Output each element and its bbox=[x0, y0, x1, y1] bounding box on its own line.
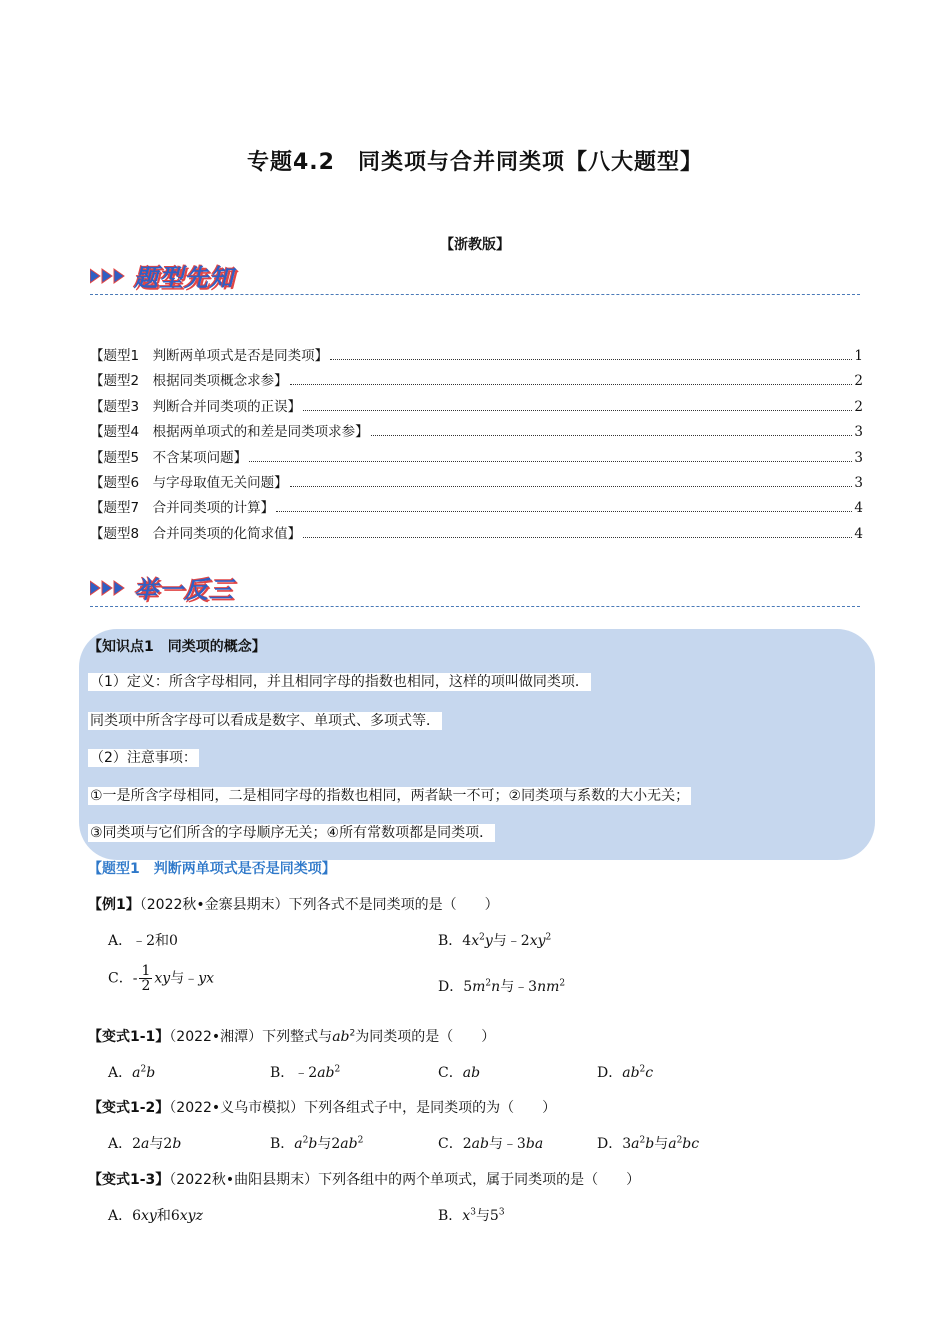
option-text: B．﹣2 bbox=[270, 1065, 318, 1081]
divider bbox=[90, 606, 860, 607]
option-text: 与2 bbox=[317, 1136, 341, 1152]
knowledge-line bbox=[88, 822, 495, 842]
option-text: 与2 bbox=[149, 1136, 173, 1152]
fraction bbox=[139, 964, 152, 993]
option-text: A．2 bbox=[108, 1136, 142, 1152]
knowledge-heading: 【知识点1 同类项的概念】 bbox=[88, 639, 266, 655]
question-variant-1-1: 【变式1-1】（2022•湘潭）下列整式与$ab^2$为同类项的是（ ） bbox=[88, 1028, 496, 1045]
option-d[interactable]: D．$5m^2n$与$﹣3nm^2$ bbox=[438, 978, 566, 995]
question-tag: 【变式1-3】 bbox=[88, 1172, 170, 1188]
option-text: 与﹣2 bbox=[492, 933, 530, 949]
option-a[interactable]: A．$a^2b$ bbox=[108, 1064, 156, 1081]
option-text: B． bbox=[270, 1136, 295, 1152]
triple-arrow-icon bbox=[90, 266, 134, 286]
question-text: （2022•义乌市模拟）下列各组式子中，是同类项的为（ ） bbox=[169, 1100, 557, 1116]
knowledge-line bbox=[88, 710, 442, 730]
question-variant-1-2 bbox=[88, 1097, 556, 1117]
option-text: C． bbox=[438, 1065, 463, 1081]
toc-label: 【题型8 合并同类项的化简求值】 bbox=[90, 525, 302, 542]
fraction-numerator: 1 bbox=[141, 963, 151, 979]
page-title: 专题4.2 同类项与合并同类项【八大题型】 bbox=[247, 150, 703, 175]
topic-header: 【题型1 判断两单项式是否是同类项】 bbox=[88, 861, 336, 877]
question-tag: 【变式1-1】 bbox=[88, 1029, 170, 1045]
option-d[interactable]: D．$3a^2b$与$a^2bc$ bbox=[597, 1135, 700, 1152]
section-banner-overview bbox=[90, 258, 390, 294]
question-variant-1-3 bbox=[88, 1169, 640, 1189]
toc-leader bbox=[276, 511, 852, 512]
knowledge-line bbox=[88, 747, 199, 767]
toc-page: 3 bbox=[854, 474, 863, 491]
option-c[interactable]: C．- $\frac{1}{2}$ xy与﹣yx bbox=[108, 963, 214, 994]
option-c[interactable]: C．ab bbox=[438, 1065, 481, 1081]
toc-label: 【题型7 合并同类项的计算】 bbox=[90, 500, 275, 517]
toc-item[interactable] bbox=[90, 369, 863, 394]
option-text: D．3 bbox=[597, 1136, 632, 1152]
option-b[interactable]: B．$x^3$与$5^3$ bbox=[438, 1207, 505, 1224]
option-text: D．5 bbox=[438, 979, 473, 995]
knowledge-text: ③同类项与它们所含的字母顺序无关；④所有常数项都是同类项． bbox=[90, 825, 494, 841]
banner-title: 举一反三 bbox=[134, 576, 234, 604]
toc-page: 3 bbox=[854, 449, 863, 466]
option-text: B．4 bbox=[438, 933, 472, 949]
toc-label: 【题型2 根据同类项概念求参】 bbox=[90, 373, 288, 390]
knowledge-text: （1）定义：所含字母相同，并且相同字母的指数也相同，这样的项叫做同类项． bbox=[90, 674, 589, 690]
knowledge-line bbox=[88, 785, 691, 805]
toc-page: 4 bbox=[854, 525, 863, 542]
toc-leader bbox=[249, 461, 852, 462]
toc-leader bbox=[290, 486, 853, 487]
knowledge-text: 同类项中所含字母可以看成是数字、单项式、多项式等． bbox=[90, 713, 440, 729]
question-text: （2022•湘潭）下列整式与 bbox=[169, 1029, 333, 1045]
toc-leader bbox=[303, 410, 852, 411]
question-tag: 【例1】 bbox=[88, 897, 140, 913]
triple-arrow-icon bbox=[90, 578, 134, 598]
fraction-denominator: 2 bbox=[141, 978, 151, 994]
option-a[interactable]: A．6xy和6xyz bbox=[108, 1208, 203, 1224]
divider bbox=[90, 294, 860, 295]
toc-item[interactable] bbox=[90, 395, 863, 420]
question-text: （2022秋•曲阳县期末）下列各组中的两个单项式，属于同类项的是（ ） bbox=[169, 1172, 641, 1188]
question-text: （2022秋•金寨县期末）下列各式不是同类项的是（ ） bbox=[139, 897, 499, 913]
toc-item[interactable] bbox=[90, 496, 863, 521]
toc-leader bbox=[290, 384, 853, 385]
toc-leader bbox=[303, 537, 852, 538]
table-of-contents bbox=[90, 344, 863, 547]
option-text: C．- bbox=[108, 970, 138, 987]
knowledge-text: ①一是所含字母相同，二是相同字母的指数也相同，两者缺一不可；②同类项与系数的大小无关； bbox=[90, 788, 690, 804]
toc-leader bbox=[371, 435, 853, 436]
option-text: B． bbox=[438, 1208, 463, 1224]
toc-item[interactable] bbox=[90, 522, 863, 547]
knowledge-line bbox=[88, 671, 591, 691]
toc-page: 1 bbox=[854, 348, 863, 364]
option-text: D． bbox=[597, 1065, 623, 1081]
toc-label: 【题型6 与字母取值无关问题】 bbox=[90, 474, 288, 491]
knowledge-text: （2）注意事项： bbox=[90, 750, 197, 766]
section-banner-practice bbox=[90, 570, 390, 606]
toc-item[interactable] bbox=[90, 344, 863, 369]
toc-label: 【题型1 判断两单项式是否是同类项】 bbox=[90, 348, 329, 364]
option-text: A． bbox=[108, 1065, 133, 1081]
toc-page: 2 bbox=[854, 398, 863, 415]
option-text: 和6 bbox=[156, 1208, 180, 1224]
option-c[interactable]: C．2ab与﹣3ba bbox=[438, 1136, 544, 1152]
toc-page: 3 bbox=[854, 424, 863, 441]
question-text: 为同类项的是（ ） bbox=[355, 1029, 496, 1045]
toc-label: 【题型3 判断合并同类项的正误】 bbox=[90, 398, 302, 415]
banner-title: 题型先知 bbox=[134, 264, 234, 292]
option-text: 与﹣ bbox=[170, 970, 199, 987]
option-text: 与5 bbox=[475, 1208, 499, 1224]
toc-label: 【题型5 不含某项问题】 bbox=[90, 449, 248, 466]
option-text: 与﹣3 bbox=[488, 1136, 526, 1152]
question-example-1 bbox=[88, 894, 499, 914]
toc-leader bbox=[330, 359, 852, 360]
toc-label: 【题型4 根据两单项式的和差是同类项求参】 bbox=[90, 424, 369, 441]
toc-item[interactable] bbox=[90, 446, 863, 471]
question-tag: 【变式1-2】 bbox=[88, 1100, 170, 1116]
option-b[interactable]: B．$﹣2ab^2$ bbox=[270, 1064, 341, 1081]
option-text: 与 bbox=[654, 1136, 669, 1152]
toc-item[interactable] bbox=[90, 471, 863, 496]
toc-item[interactable] bbox=[90, 420, 863, 445]
option-text: A．6 bbox=[108, 1208, 142, 1224]
option-b[interactable]: B．$a^2b$与$2ab^2$ bbox=[270, 1135, 364, 1152]
toc-page: 2 bbox=[854, 373, 863, 390]
option-d[interactable]: D．$ab^2c$ bbox=[597, 1064, 654, 1081]
option-text: C．2 bbox=[438, 1136, 472, 1152]
option-a[interactable] bbox=[108, 930, 178, 950]
toc-page: 4 bbox=[854, 500, 863, 517]
edition-label: 【浙教版】 bbox=[440, 237, 510, 253]
option-text: 与﹣3 bbox=[500, 979, 538, 995]
option-a[interactable]: A．2a与2b bbox=[108, 1136, 182, 1152]
option-text: A．﹣2和0 bbox=[108, 933, 178, 949]
option-b[interactable]: B．$4x^2y$与$﹣2xy^2$ bbox=[438, 932, 552, 949]
